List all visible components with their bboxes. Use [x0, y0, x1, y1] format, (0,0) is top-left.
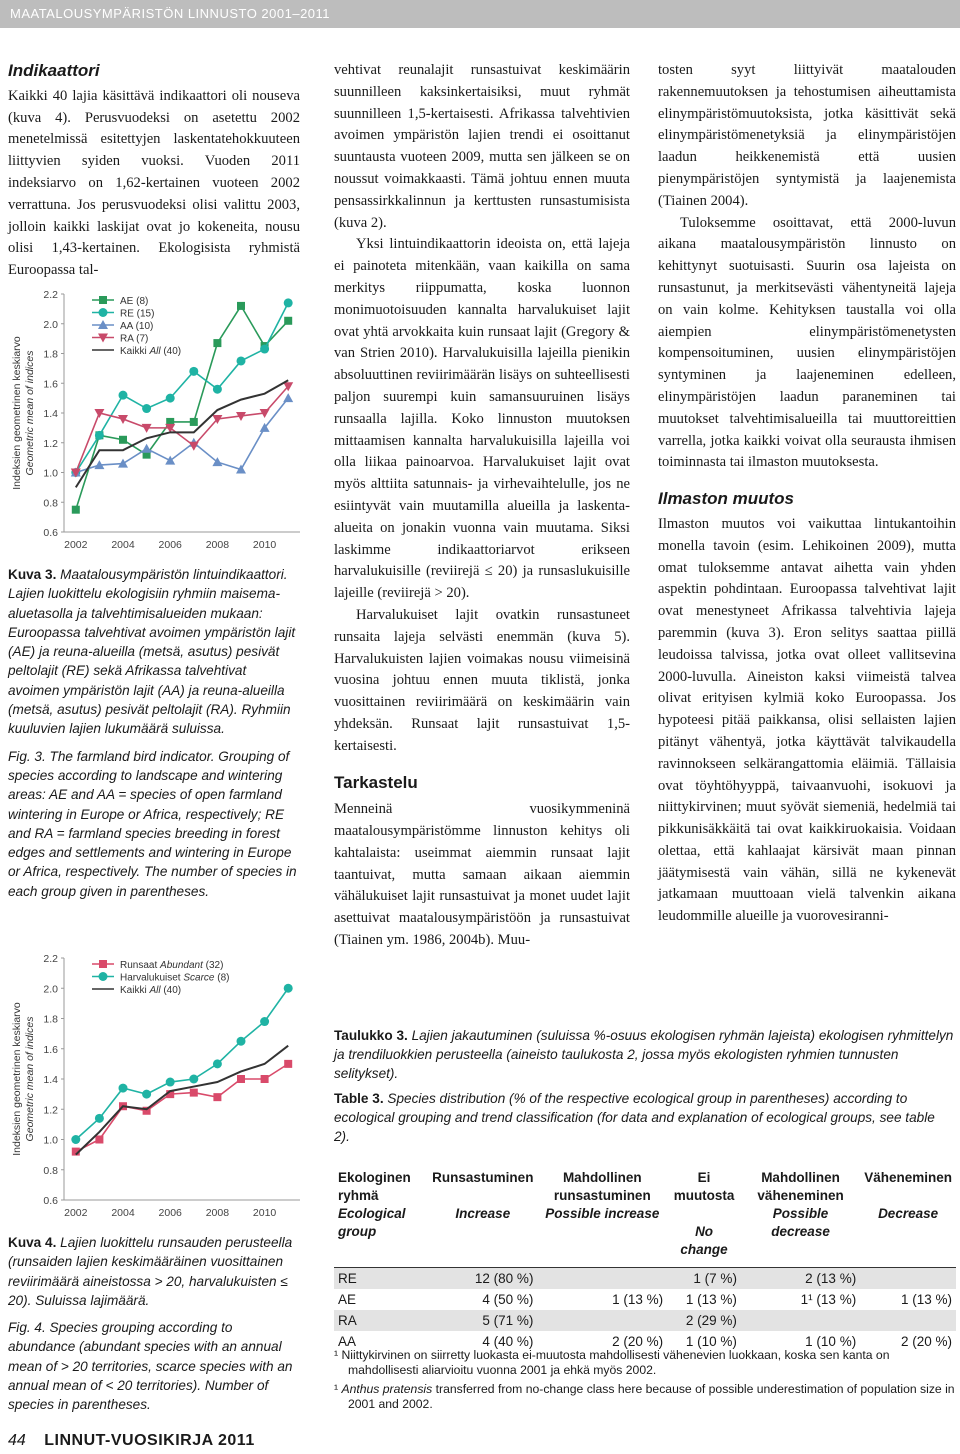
legend-marker	[99, 960, 107, 968]
legend-label: Runsaat Abundant (32)	[120, 960, 224, 971]
figure-4-caption	[8, 1233, 300, 1423]
data-point	[119, 1084, 128, 1093]
column-3	[658, 60, 956, 928]
data-point	[190, 418, 198, 426]
y-tick-label: 1.4	[43, 408, 58, 420]
figure-3-svg	[6, 284, 306, 556]
y-tick-label: 1.8	[43, 1013, 58, 1026]
table-3-footnotes	[334, 1348, 956, 1416]
y-axis-title-fi: Indeksien geometrinen keskiarvo	[11, 336, 23, 490]
table-row: RE 12 (80 %) 1 (7 %) 2 (13 %)	[334, 1268, 956, 1290]
legend-label: AA (10)	[120, 321, 154, 332]
legend-label: AE (8)	[120, 296, 149, 307]
figure-3-chart	[6, 284, 306, 556]
data-point	[284, 298, 293, 307]
x-tick-label: 2008	[205, 1207, 230, 1219]
x-tick-label: 2006	[158, 539, 182, 551]
paragraph-col2-1: vehtivat reunalajit runsastuivat keskimäärin suunnilleen kaksinkertaisiksi, muut ryhmät suunnilleen 1,5-kertaisesti. Afrikassa talvehtivien avoimen ympäristön lajien trendi ei osoittanut suuntausta vuoteen 2009, mutta sen jälkeen se on noussut voimakkaasti. Tämä johtuu ennen muuta pensassirkkalinnun ja kerttusten runsastumisista (kuva 2).	[334, 62, 630, 231]
figure-4-caption-en: Fig. 4. Species grouping according to abundance (abundant species with an annual mean of > 20 territories, scarce species with an annual mean of < 20 territories). Number of species in parentheses.	[8, 1320, 293, 1413]
data-point	[213, 1093, 221, 1101]
table-3-caption	[334, 1026, 954, 1152]
table-row: AE 4 (50 %) 1 (13 %) 1 (13 %) 1¹ (13 %) 1 (13 %)	[338, 1292, 952, 1307]
data-point	[95, 1136, 103, 1144]
y-tick-label: 1.2	[43, 1104, 58, 1117]
data-point	[284, 984, 293, 993]
data-point	[213, 339, 221, 347]
x-tick-label: 2008	[205, 539, 230, 551]
data-point	[237, 1075, 245, 1083]
table-header-col-3: Ei muutosta No change	[673, 1170, 735, 1257]
y-tick-label: 1.6	[43, 378, 58, 391]
legend-marker	[99, 296, 107, 304]
legend-marker	[99, 972, 108, 981]
table-header-col-5: Väheneminen Decrease	[864, 1170, 952, 1221]
table-header-row	[334, 1167, 956, 1268]
data-point	[166, 394, 175, 403]
figure-3-caption-en: Fig. 3. The farmland bird indicator. Grouping of species according to landscape and wintering areas: AE and AA = species of open farmland wintering in Europe or Africa, respectively; RE and RA = farmland species breeding in forest edges and settlements and wintering in Europe or Africa, respectively. The number of species in each group given in parentheses.	[8, 748, 297, 899]
table-3-caption-fi: Lajien jakautuminen (suluissa %-osuus ekologisen ryhmän lajeista) ekologisen ryhmittelyn ja trendiluokkien perusteella (aineisto taulukosta 2, jossa myös ekologisten ryhmien tunnusten selitykset).	[334, 1028, 954, 1081]
y-tick-label: 2.2	[43, 953, 58, 965]
y-tick-label: 0.8	[43, 1164, 58, 1177]
y-tick-label: 1.0	[43, 467, 58, 480]
legend-marker	[99, 308, 108, 317]
table-3	[334, 1167, 956, 1352]
y-tick-label: 1.2	[43, 437, 58, 450]
paragraph-col3-3: Ilmaston muutos voi vaikuttaa lintukantoihin monella tavoin (esim. Lehikoinen 2009), mutta omat tuloksemme antavat aihetta vain yhden aspektin pohdintaan. Euroopassa talvehtivat lajit ovat menestyneet Afrikassa talvehtivia lajeja paremmin (kuva 3). Eron selitys saattaa piillä leudoissa talvissa, jotka ovat olleet vallitsevina 2000-luvulla. Aineiston kaksi viimeistä talvea olivat erityisen kylmiä koko Euroopassa. Jos hypoteesi pitää paikkansa, olisi sellaisten lajien pitänyt vähentyä, jotka käyttävät talvikaudella ravinnokseen selkärangattomia eläimiä. Tällaisia ovat töyhtöhyyppä, taivaanvuohi, isokuovi ja niittykirvinen; muut syövät siemeniä, hedelmiä tai pikkunisäkkäitä tai ovat kaikkiruokaisia. Voidaan olettaa, että kahlaajat kärsivät maan pinnan jäätymisestä vain vähän, sillä ne kykenevät jatkamaan muuttoaan vielä talvenkin aikana leudommille alueille ja vuorovesiranni-	[658, 515, 956, 925]
data-point	[119, 391, 128, 400]
table-header-col-2: Mahdollinen runsastuminen Possible increase	[545, 1170, 660, 1221]
data-point	[283, 393, 293, 402]
paragraph-col2-3: Harvalukuiset lajit ovatkin runsastuneet runsaita lajeja selvästi enemmän (kuva 5). Harvalukuisten lajien voimakas nousu viimeisinä vuosina johtuu ennen muuta tiklistä, jonka vuosittainen reviirimäärä on keskimäärin vain yhdeksän. Runsaat lajit runsastuivat 1,5-kertaisesti.	[334, 606, 630, 754]
paragraph-indikaattori: Kaikki 40 lajia käsittävä indikaattori oli nouseva (kuva 4). Perusvuodeksi on asetettu 2002 menetelmissä esitettyjen laskentatehokkuuteen liittyvien syiden vuoksi. Vuoden 2011 indeksiarvo on 1,62-kertainen vuoteen 2002 verrattuna. Jos perusvuodeksi olisi valittu 2003, jolloin kaikki laskijat ovat jo kokeneita, nousu olisi 1,43-kertainen. Ekologisista ryhmistä Euroopassa tal-	[8, 87, 300, 279]
y-tick-label: 0.6	[43, 1195, 58, 1207]
y-axis-title-fi: Indeksien geometrinen keskiarvo	[11, 1002, 23, 1156]
y-tick-label: 1.4	[43, 1074, 58, 1086]
paragraph-col2-2: Yksi lintuindikaattorin ideoista on, että lajeja ei painoteta mitenkään, vaan kaikilla on sama merkitys riippumatta, koska luonnon monimuotoisuuden kannalta harvalukuiset lajit ovat yhtä arvokkaita kuin runsaat lajit (Gregory & van Strien 2010). Harvalukuisilla lajeilla pienikin absoluuttinen reviirimäärän lisäys on suhteellisesti paljon suurempi kuin samansuuruinen lisäys runsaalla lajilla. Koko linnuston muutoksen mittaamisen kannalta harvalukuisilla lajeilla voi olla liikaa painoarvoa. Harvalukuiset lajit ovat myös alttiita satunnais- ja virhevaihtelulle, jos ne esiintyvät vain muutamilla alueilla ja laskenta-alueita on jonakin vuonna vain muutama. Siksi laskimme indikaattoriarvot erikseen harvalukuisille (reviirejä ≤ 20) ja runsaslukuisille lajeille (reviirejä > 20).	[334, 236, 630, 602]
page-footer	[8, 1432, 255, 1450]
figure-4-chart	[6, 948, 306, 1224]
data-point	[284, 317, 292, 325]
x-tick-label: 2010	[252, 539, 277, 551]
data-point	[260, 1017, 269, 1026]
series-line-3	[76, 398, 288, 472]
y-tick-label: 2.0	[43, 983, 58, 996]
section-heading-ilmaston-muutos: Ilmaston muutos	[658, 489, 795, 509]
legend-label: Kaikki All (40)	[120, 346, 182, 357]
y-tick-label: 0.8	[43, 497, 58, 510]
data-point	[213, 1059, 222, 1068]
x-tick-label: 2006	[158, 1207, 182, 1219]
y-tick-label: 1.6	[43, 1043, 58, 1056]
series-line-1	[76, 306, 288, 510]
y-axis-title-en: Geometric mean of indices	[24, 350, 36, 476]
paragraph-col2-4: Menneinä vuosikymmeninä maatalousympäristömme linnuston kehitys oli kahtalaista: useimmat aiemmin runsaat lajit taantuivat, mutta samaan aikaan aiemmin vähälukuiset lajit runsastuivat ja monet uudet lajit asettuivat maatalousympäristöön ja runsastuivat (Tiainen ym. 1986, 2004b). Muu-	[334, 801, 630, 949]
table-3-caption-label-fi: Taulukko 3.	[334, 1028, 408, 1043]
series-line-2	[76, 303, 288, 473]
x-tick-label: 2004	[111, 1207, 135, 1219]
data-point	[142, 404, 151, 413]
table-header-col-4: Mahdollinen väheneminen Possible decrease	[757, 1170, 844, 1239]
x-tick-label: 2010	[252, 1207, 277, 1219]
data-point	[71, 1135, 80, 1144]
y-tick-label: 2.2	[43, 289, 58, 301]
figure-3-caption-fi: Maatalousympäristön lintuindikaattori. Lajien luokittelu ekologisiin ryhmiin maisema-aluetasolla ja talvehtimisalueiden mukaan: Euroopassa talvehtivat avoimen ympäristön lajit (AE) ja reuna-alueilla (metsä, asutus) pesivät peltolajit (RE) sekä Afrikassa talvehtivat avoimen ympäristön lajit (AA) ja reuna-alueilla (metsä, asutus) pesivät peltolajit (RA). Ryhmiin kuuluvien lajien lukumäärä suluissa.	[8, 567, 296, 737]
data-point	[166, 1078, 175, 1087]
y-tick-label: 1.8	[43, 348, 58, 361]
journal-title: LINNUT-VUOSIKIRJA 2011	[44, 1432, 255, 1449]
legend-label: Kaikki All (40)	[120, 985, 182, 996]
figure-4-svg	[6, 948, 306, 1224]
legend-label: Harvalukuiset Scarce (8)	[120, 972, 230, 984]
y-tick-label: 2.0	[43, 318, 58, 331]
paragraph-col3-1: tosten syyt liittyivät maatalouden rakennemuutoksen ja tehostumisen aiheuttamista elinympäristömuutoksista, jotka käsittivät sekä elinympäristömenetyksiä ja elinympäristöjen laadun heikkenemistä että uusien pienympäristöjen syntymistä ja laajenemista (Tiainen 2004).	[658, 62, 956, 209]
data-point	[189, 367, 198, 376]
page-number: 44	[8, 1432, 26, 1449]
x-tick-label: 2002	[64, 1207, 88, 1219]
section-heading-indikaattori: Indikaattori	[8, 61, 100, 80]
data-point	[237, 1037, 246, 1046]
running-header-text: MAATALOUSYMPÄRISTÖN LINNUSTO 2001–2011	[10, 6, 331, 21]
table-3-caption-label-en: Table 3.	[334, 1091, 384, 1106]
legend-label: RE (15)	[120, 308, 155, 320]
running-header	[0, 0, 960, 28]
data-point	[119, 436, 127, 444]
data-point	[237, 356, 246, 365]
table-3-caption-en: Species distribution (% of the respective ecological group in parentheses) according to ecological grouping and trend classification (for data and explanation of ecological groups, see table 2).	[334, 1091, 935, 1144]
table-row: RA 5 (71 %) 2 (29 %)	[334, 1310, 956, 1331]
paragraph-col3-2: Tuloksemme osoittavat, että 2000-luvun aikana maatalousympäristön linnusto on kehittynyt suotuisasti. Suurin osa lajeista on runsastunut, ja merkitsevästi vähentyneitä lajeja on vain kolme. Kehityksen taustalla voi olla aiempien elinympäristömenetysten kompensoituminen, uusien elinympäristöjen syntyminen ja laajeneminen edelleen, elinympäristöjen laadun paraneminen tai muutokset talvehtimisalueilla tai muuttoreittien varrella, jotka kaikki voivat olla seurausta ihmisen toiminnasta tai ilmaston muutoksesta.	[658, 214, 956, 471]
data-point	[284, 1060, 292, 1068]
column-2	[334, 60, 630, 952]
y-tick-label: 1.0	[43, 1134, 58, 1147]
x-tick-label: 2002	[64, 539, 88, 551]
x-tick-label: 2004	[111, 539, 135, 551]
series-line-2	[76, 988, 288, 1139]
data-point	[189, 1075, 198, 1084]
data-point	[142, 1090, 151, 1099]
figure-4-caption-label: Kuva 4.	[8, 1235, 57, 1250]
data-point	[261, 1075, 269, 1083]
y-tick-label: 0.6	[43, 527, 58, 539]
footnote-fi: ¹ Niittykirvinen on siirretty luokasta ei-muutosta mahdollisesti vähenevien luokkaan, koska sen kanta on mahdollisesti aliarvioitu vuonna 2001 ja ehkä myös 2002.	[334, 1348, 890, 1377]
footnote-en: ¹ Anthus pratensis transferred from no-change class here because of possible underestimation of population size in 2001 and 2002.	[334, 1382, 955, 1411]
legend-label: RA (7)	[120, 333, 149, 345]
series-line-5	[76, 380, 288, 487]
section-heading-tarkastelu: Tarkastelu	[334, 772, 418, 792]
data-point	[72, 506, 80, 514]
table-header-col-1: Runsastuminen Increase	[432, 1170, 534, 1221]
table-row: AA 4 (40 %) 2 (20 %) 1 (10 %) 1 (10 %) 2 (20 %)	[338, 1334, 952, 1349]
data-point	[95, 1114, 104, 1123]
column-1-intro	[8, 60, 300, 282]
series-line-4	[76, 386, 288, 472]
y-axis-title-en: Geometric mean of indices	[24, 1016, 36, 1142]
data-point	[213, 385, 222, 394]
data-point	[237, 302, 245, 310]
data-point	[95, 431, 104, 440]
series-line-3	[76, 1046, 288, 1155]
data-point	[190, 1089, 198, 1097]
table-header-col-0: Ekologinen ryhmä Ecological group	[338, 1170, 411, 1239]
data-point	[260, 345, 269, 354]
figure-4-caption-fi: Lajien luokittelu runsauden perusteella (runsaiden lajien keskimääräinen vuosittainen reviirimäärä aineistossa > 20, harvalukuisten ≤ 20). Suluissa lajimäärä.	[8, 1235, 293, 1308]
data-point	[142, 444, 152, 453]
figure-3-caption-label: Kuva 3.	[8, 567, 57, 582]
figure-3-caption	[8, 565, 300, 909]
